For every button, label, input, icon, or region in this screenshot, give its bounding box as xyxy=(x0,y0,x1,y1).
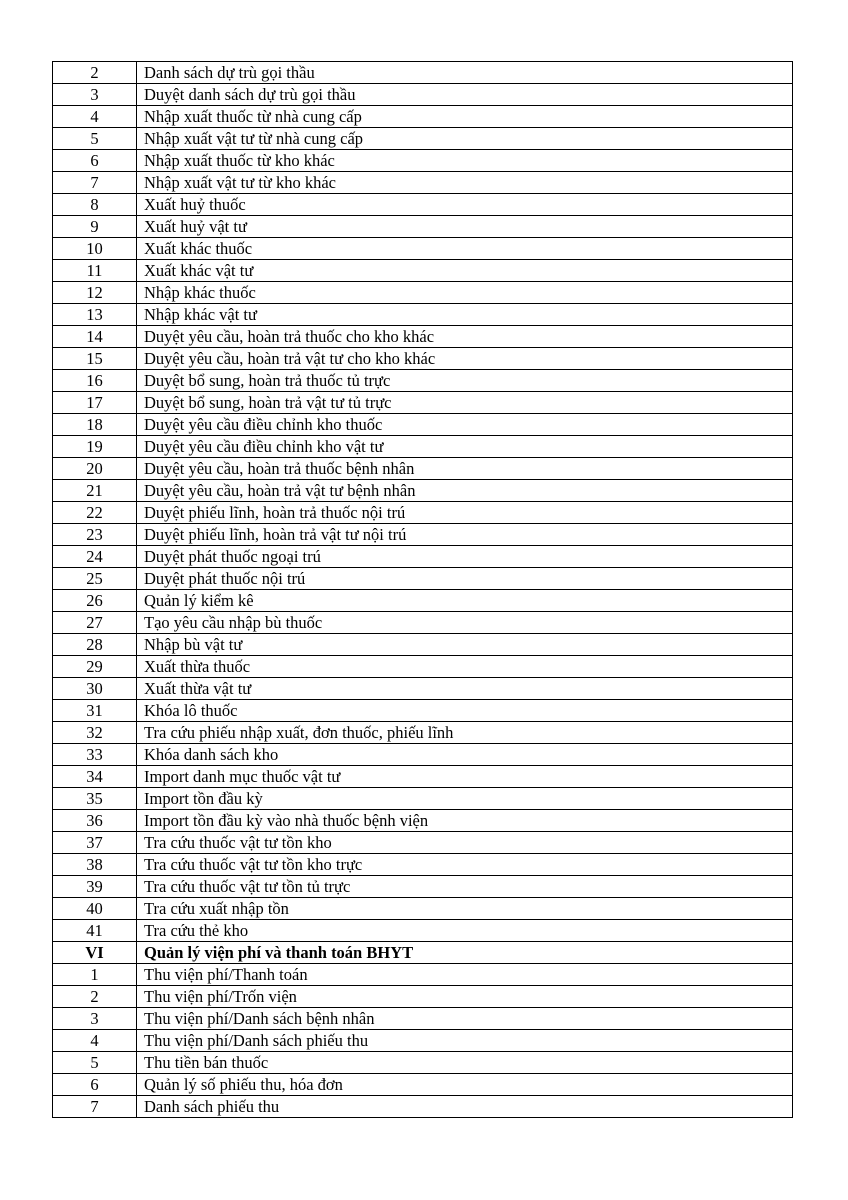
function-name: Nhập xuất vật tư từ kho khác xyxy=(137,172,793,194)
function-name: Nhập xuất thuốc từ nhà cung cấp xyxy=(137,106,793,128)
row-number: 18 xyxy=(53,414,137,436)
function-name: Duyệt yêu cầu điều chỉnh kho vật tư xyxy=(137,436,793,458)
row-number: 30 xyxy=(53,678,137,700)
table-row xyxy=(53,1052,793,1074)
row-number: 33 xyxy=(53,744,137,766)
table-row xyxy=(53,700,793,722)
function-name: Duyệt phiếu lĩnh, hoàn trả thuốc nội trú xyxy=(137,502,793,524)
row-number: 28 xyxy=(53,634,137,656)
function-name: Quản lý kiểm kê xyxy=(137,590,793,612)
table-row xyxy=(53,370,793,392)
table-row xyxy=(53,238,793,260)
row-number: 3 xyxy=(53,84,137,106)
function-name: Nhập khác vật tư xyxy=(137,304,793,326)
row-number: 2 xyxy=(53,986,137,1008)
table-row xyxy=(53,612,793,634)
function-name: Tra cứu thuốc vật tư tồn tủ trực xyxy=(137,876,793,898)
function-name: Thu viện phí/Trốn viện xyxy=(137,986,793,1008)
table-row xyxy=(53,1074,793,1096)
function-name: Duyệt danh sách dự trù gọi thầu xyxy=(137,84,793,106)
row-number: 8 xyxy=(53,194,137,216)
row-number: 23 xyxy=(53,524,137,546)
section-title: Quản lý viện phí và thanh toán BHYT xyxy=(137,942,793,964)
function-name: Danh sách phiếu thu xyxy=(137,1096,793,1118)
function-name: Tra cứu phiếu nhập xuất, đơn thuốc, phiếu lĩnh xyxy=(137,722,793,744)
function-name: Xuất huỷ vật tư xyxy=(137,216,793,238)
function-name: Duyệt yêu cầu, hoàn trả vật tư bệnh nhân xyxy=(137,480,793,502)
row-number: 5 xyxy=(53,128,137,150)
row-number: 20 xyxy=(53,458,137,480)
row-number: 14 xyxy=(53,326,137,348)
function-name: Xuất huỷ thuốc xyxy=(137,194,793,216)
table-row xyxy=(53,84,793,106)
table-row xyxy=(53,722,793,744)
function-name: Tra cứu xuất nhập tồn xyxy=(137,898,793,920)
row-number: 12 xyxy=(53,282,137,304)
function-name: Tạo yêu cầu nhập bù thuốc xyxy=(137,612,793,634)
row-number: 25 xyxy=(53,568,137,590)
table-row xyxy=(53,260,793,282)
table-row xyxy=(53,326,793,348)
function-name: Tra cứu thuốc vật tư tồn kho xyxy=(137,832,793,854)
table-row xyxy=(53,216,793,238)
row-number: 21 xyxy=(53,480,137,502)
table-row xyxy=(53,876,793,898)
table-row xyxy=(53,546,793,568)
row-number: 11 xyxy=(53,260,137,282)
function-name: Khóa danh sách kho xyxy=(137,744,793,766)
row-number: 32 xyxy=(53,722,137,744)
row-number: 34 xyxy=(53,766,137,788)
row-number: 2 xyxy=(53,62,137,84)
row-number: 13 xyxy=(53,304,137,326)
table-row xyxy=(53,590,793,612)
table-row xyxy=(53,744,793,766)
row-number: 22 xyxy=(53,502,137,524)
row-number: 6 xyxy=(53,150,137,172)
row-number: 5 xyxy=(53,1052,137,1074)
table-row xyxy=(53,656,793,678)
function-name: Khóa lô thuốc xyxy=(137,700,793,722)
function-table-body xyxy=(53,62,793,1118)
function-name: Duyệt yêu cầu, hoàn trả thuốc bệnh nhân xyxy=(137,458,793,480)
function-name: Nhập khác thuốc xyxy=(137,282,793,304)
row-number: 38 xyxy=(53,854,137,876)
row-number: 15 xyxy=(53,348,137,370)
function-name: Duyệt phiếu lĩnh, hoàn trả vật tư nội trú xyxy=(137,524,793,546)
function-name: Xuất khác thuốc xyxy=(137,238,793,260)
table-row xyxy=(53,854,793,876)
function-name: Import tồn đầu kỳ xyxy=(137,788,793,810)
table-row xyxy=(53,150,793,172)
table-row xyxy=(53,436,793,458)
row-number: 7 xyxy=(53,1096,137,1118)
function-name: Thu viện phí/Danh sách phiếu thu xyxy=(137,1030,793,1052)
function-name: Thu viện phí/Danh sách bệnh nhân xyxy=(137,1008,793,1030)
row-number: 4 xyxy=(53,106,137,128)
table-row xyxy=(53,458,793,480)
row-number: 26 xyxy=(53,590,137,612)
table-row xyxy=(53,920,793,942)
row-number: 19 xyxy=(53,436,137,458)
row-number: 7 xyxy=(53,172,137,194)
function-name: Import tồn đầu kỳ vào nhà thuốc bệnh viện xyxy=(137,810,793,832)
table-row xyxy=(53,898,793,920)
function-name: Duyệt yêu cầu điều chỉnh kho thuốc xyxy=(137,414,793,436)
function-name: Nhập xuất vật tư từ nhà cung cấp xyxy=(137,128,793,150)
table-row xyxy=(53,392,793,414)
row-number: 16 xyxy=(53,370,137,392)
function-name: Import danh mục thuốc vật tư xyxy=(137,766,793,788)
row-number: 6 xyxy=(53,1074,137,1096)
table-row xyxy=(53,348,793,370)
row-number: 1 xyxy=(53,964,137,986)
function-name: Duyệt yêu cầu, hoàn trả thuốc cho kho khác xyxy=(137,326,793,348)
table-row xyxy=(53,634,793,656)
table-row xyxy=(53,766,793,788)
row-number: 29 xyxy=(53,656,137,678)
function-name: Duyệt phát thuốc ngoại trú xyxy=(137,546,793,568)
function-name: Xuất thừa thuốc xyxy=(137,656,793,678)
table-row xyxy=(53,62,793,84)
table-row xyxy=(53,194,793,216)
row-number: 3 xyxy=(53,1008,137,1030)
table-row xyxy=(53,172,793,194)
function-name: Thu viện phí/Thanh toán xyxy=(137,964,793,986)
section-header-row xyxy=(53,942,793,964)
table-row xyxy=(53,414,793,436)
row-number: 10 xyxy=(53,238,137,260)
function-name: Duyệt phát thuốc nội trú xyxy=(137,568,793,590)
table-row xyxy=(53,964,793,986)
row-number: 27 xyxy=(53,612,137,634)
table-row xyxy=(53,128,793,150)
row-number: 39 xyxy=(53,876,137,898)
table-row xyxy=(53,678,793,700)
row-number: 40 xyxy=(53,898,137,920)
table-row xyxy=(53,1030,793,1052)
function-table xyxy=(52,61,793,1118)
function-name: Duyệt yêu cầu, hoàn trả vật tư cho kho khác xyxy=(137,348,793,370)
table-row xyxy=(53,788,793,810)
section-number: VI xyxy=(53,942,137,964)
table-row xyxy=(53,568,793,590)
row-number: 4 xyxy=(53,1030,137,1052)
function-name: Duyệt bổ sung, hoàn trả thuốc tủ trực xyxy=(137,370,793,392)
function-name: Nhập xuất thuốc từ kho khác xyxy=(137,150,793,172)
row-number: 37 xyxy=(53,832,137,854)
table-row xyxy=(53,832,793,854)
table-row xyxy=(53,282,793,304)
table-row xyxy=(53,524,793,546)
row-number: 24 xyxy=(53,546,137,568)
row-number: 35 xyxy=(53,788,137,810)
function-name: Xuất thừa vật tư xyxy=(137,678,793,700)
table-row xyxy=(53,1096,793,1118)
table-row xyxy=(53,810,793,832)
table-row xyxy=(53,502,793,524)
function-name: Duyệt bổ sung, hoàn trả vật tư tủ trực xyxy=(137,392,793,414)
function-name: Tra cứu thẻ kho xyxy=(137,920,793,942)
function-name: Thu tiền bán thuốc xyxy=(137,1052,793,1074)
function-name: Xuất khác vật tư xyxy=(137,260,793,282)
table-row xyxy=(53,304,793,326)
row-number: 36 xyxy=(53,810,137,832)
row-number: 41 xyxy=(53,920,137,942)
function-name: Danh sách dự trù gọi thầu xyxy=(137,62,793,84)
table-row xyxy=(53,1008,793,1030)
row-number: 9 xyxy=(53,216,137,238)
table-row xyxy=(53,480,793,502)
function-name: Tra cứu thuốc vật tư tồn kho trực xyxy=(137,854,793,876)
function-name: Quản lý số phiếu thu, hóa đơn xyxy=(137,1074,793,1096)
function-name: Nhập bù vật tư xyxy=(137,634,793,656)
row-number: 17 xyxy=(53,392,137,414)
table-row xyxy=(53,986,793,1008)
row-number: 31 xyxy=(53,700,137,722)
table-row xyxy=(53,106,793,128)
document-page xyxy=(52,61,792,1118)
